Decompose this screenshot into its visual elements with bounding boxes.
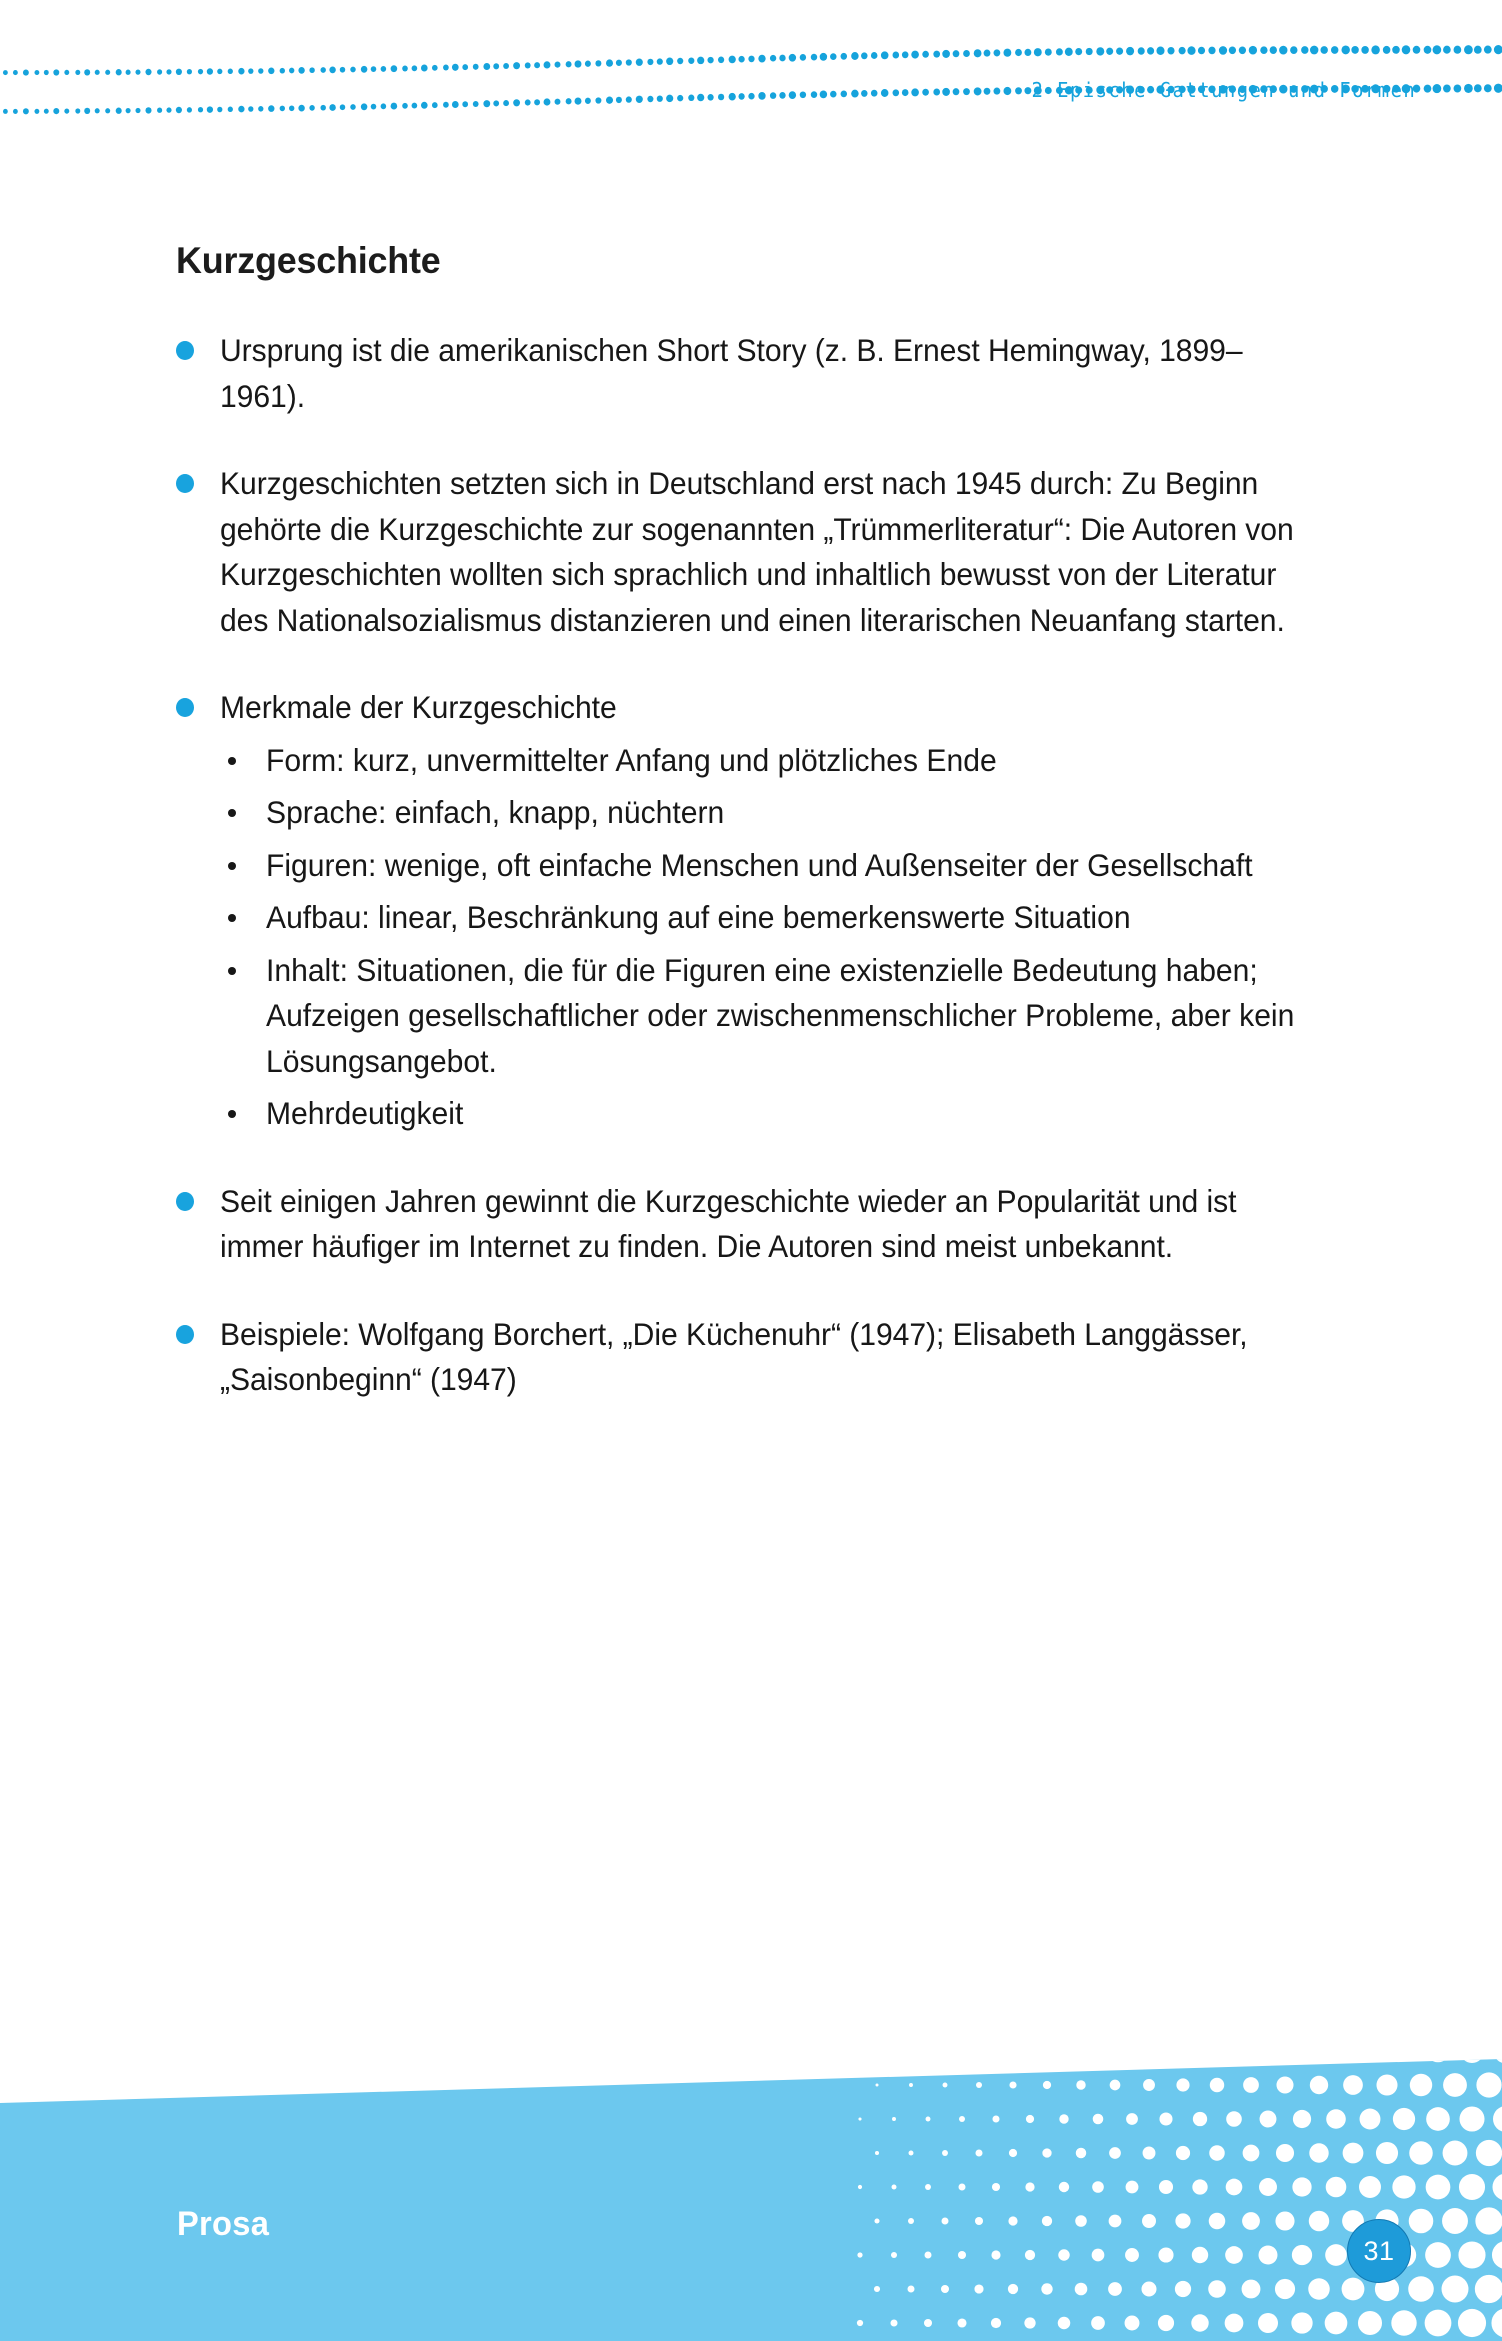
page-header bbox=[0, 0, 1502, 160]
bullet-item bbox=[176, 685, 1366, 731]
page-number-badge: 31 bbox=[1347, 2219, 1411, 2283]
chapter-title: 2 Epische Gattungen und Formen bbox=[1031, 78, 1416, 102]
sub-bullet-item bbox=[222, 948, 1366, 1085]
sub-bullet-dot-icon bbox=[228, 757, 236, 765]
sub-bullet-text: Inhalt: Situationen, die für die Figuren eine existenzielle Bedeutung haben; Aufzeigen gesellschaftlicher oder zwischenmenschlicher Probleme, aber kein Lösungsangebot. bbox=[266, 951, 1295, 1079]
bullet-item bbox=[176, 328, 1366, 419]
page-title: Kurzgeschichte bbox=[176, 240, 441, 281]
bullet-disc-icon bbox=[176, 474, 194, 493]
sub-bullet-list bbox=[176, 738, 1366, 1137]
sub-bullet-dot-icon bbox=[228, 809, 236, 817]
page-footer bbox=[0, 2041, 1502, 2341]
sub-bullet-item bbox=[222, 895, 1366, 941]
sub-bullet-text: Aufbau: linear, Beschränkung auf eine bemerkenswerte Situation bbox=[266, 899, 1131, 935]
bullet-disc-icon bbox=[176, 1192, 194, 1211]
bullet-text: Ursprung ist die amerikanischen Short Story (z. B. Ernest Hemingway, 1899–1961). bbox=[220, 332, 1243, 414]
bullet-item bbox=[176, 1179, 1366, 1270]
bullet-block bbox=[176, 685, 1366, 1137]
bullet-block bbox=[176, 1312, 1366, 1403]
bullet-text: Merkmale der Kurzgeschichte bbox=[220, 689, 617, 725]
sub-bullet-dot-icon bbox=[228, 967, 236, 975]
sub-bullet-text: Form: kurz, unvermittelter Anfang und plötzliches Ende bbox=[266, 741, 997, 778]
footer-band bbox=[0, 2059, 1502, 2341]
bullet-block bbox=[176, 461, 1366, 643]
bullet-disc-icon bbox=[176, 1325, 194, 1344]
sub-bullet-text: Mehrdeutigkeit bbox=[266, 1095, 464, 1131]
bullet-block bbox=[176, 1179, 1366, 1270]
footer-band-graphic bbox=[0, 2041, 1502, 2341]
footer-section-label: Prosa bbox=[177, 2205, 270, 2243]
sub-bullet-dot-icon bbox=[228, 914, 236, 922]
bullet-item bbox=[176, 461, 1366, 643]
sub-bullet-text: Figuren: wenige, oft einfache Menschen und Außenseiter der Gesellschaft bbox=[266, 846, 1253, 883]
bullet-text: Kurzgeschichten setzten sich in Deutschland erst nach 1945 durch: Zu Beginn gehörte die Kurzgeschichte zur sogenannten „Trümmerliteratur“: Die Autoren von Kurzgeschichten wollten sich sprachlich und inhaltlich bewusst von der Literatur des Nationalsozialismus distanzieren und einen literarischen Neuanfang starten. bbox=[220, 465, 1294, 638]
bullet-item bbox=[176, 1312, 1366, 1403]
bullet-text: Beispiele: Wolfgang Borchert, „Die Küchenuhr“ (1947); Elisabeth Langgässer, „Saisonbeginn“ (1947) bbox=[220, 1315, 1248, 1397]
sub-bullet-item bbox=[222, 1091, 1366, 1137]
sub-bullet-item bbox=[222, 790, 1366, 836]
content-area bbox=[176, 240, 1366, 1445]
sub-bullet-item bbox=[222, 843, 1366, 889]
bullet-block bbox=[176, 328, 1366, 419]
sub-bullet-dot-icon bbox=[228, 862, 236, 870]
bullet-disc-icon bbox=[176, 341, 194, 360]
bullet-text: Seit einigen Jahren gewinnt die Kurzgeschichte wieder an Popularität und ist immer häufiger im Internet zu finden. Die Autoren sind meist unbekannt. bbox=[220, 1182, 1237, 1264]
sub-bullet-item bbox=[222, 738, 1366, 784]
sub-bullet-dot-icon bbox=[228, 1110, 236, 1118]
bullet-disc-icon bbox=[176, 698, 194, 717]
sub-bullet-text: Sprache: einfach, knapp, nüchtern bbox=[266, 794, 725, 830]
